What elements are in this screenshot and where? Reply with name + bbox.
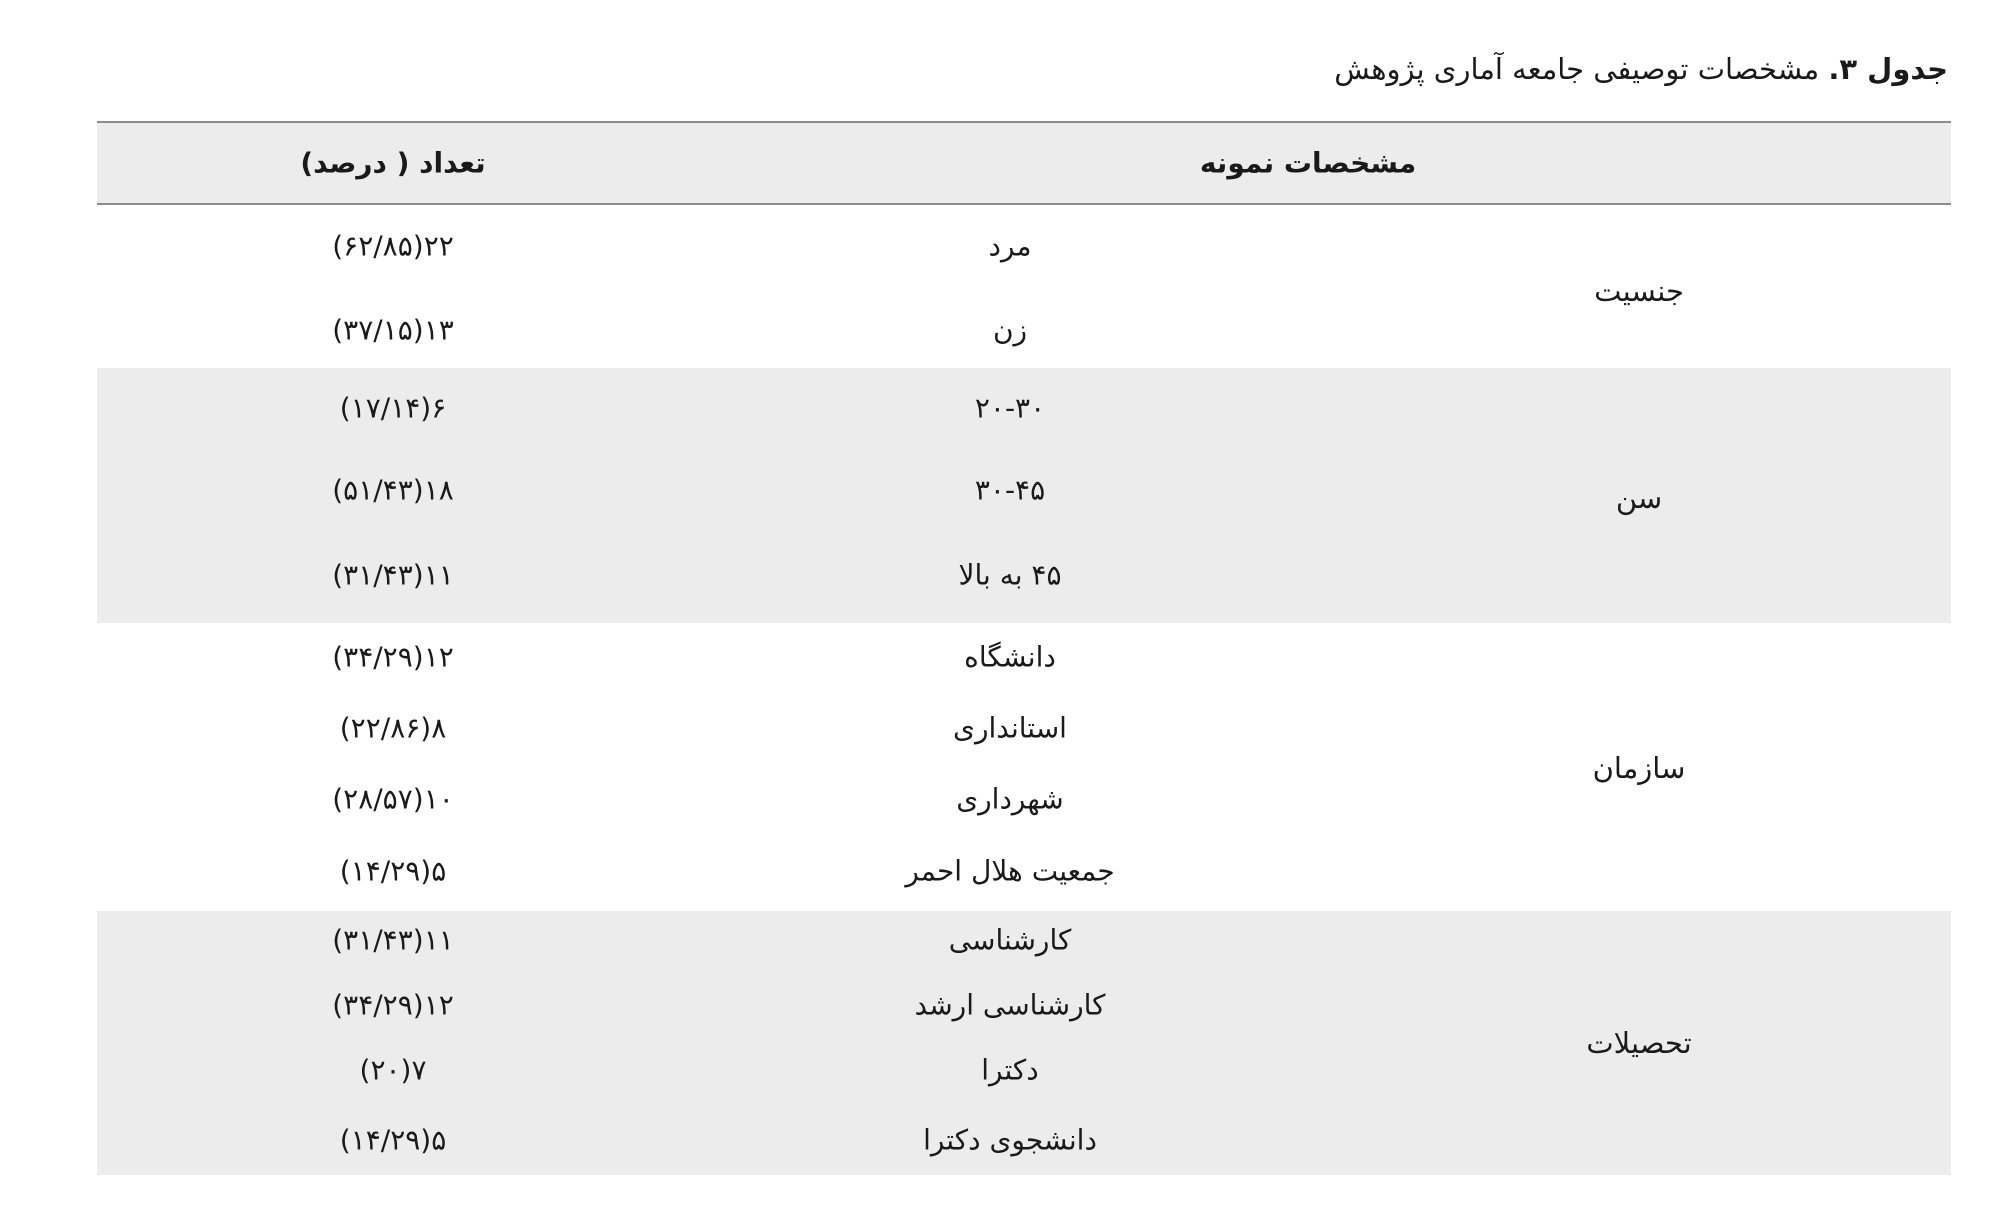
- caption-label: جدول ۳.: [1828, 52, 1948, 86]
- row-label: ۴۵ به بالا: [958, 558, 1062, 592]
- row-label: ۳۰-۴۵: [974, 473, 1046, 507]
- table-header-row: [97, 121, 1951, 205]
- category-cell: تحصیلات: [1586, 1026, 1692, 1060]
- group-organization: [97, 623, 1951, 911]
- row-label: شهرداری: [956, 782, 1064, 816]
- header-characteristics: مشخصات نمونه: [1199, 146, 1417, 180]
- row-label: کارشناسی: [948, 923, 1072, 957]
- descriptive-table: [97, 121, 1951, 1175]
- row-value: ۱۳(۳۷/۱۵): [332, 313, 454, 347]
- row-label: مرد: [988, 229, 1032, 263]
- row-value: ۵(۱۴/۲۹): [339, 854, 447, 888]
- group-gender: [97, 205, 1951, 368]
- group-age: [97, 368, 1951, 623]
- header-count: تعداد ( درصد): [300, 146, 486, 180]
- row-value: ۷(۲۰): [359, 1053, 427, 1087]
- category-cell: سن: [1615, 481, 1663, 515]
- row-value: ۲۲(۶۲/۸۵): [332, 229, 454, 263]
- row-value: ۱۱(۳۱/۴۳): [332, 558, 454, 592]
- row-value: ۵(۱۴/۲۹): [339, 1123, 447, 1157]
- row-value: ۸(۲۲/۸۶): [339, 711, 447, 745]
- table-caption: [1334, 52, 1948, 86]
- row-value: ۶(۱۷/۱۴): [339, 391, 447, 425]
- row-label: استانداری: [953, 711, 1067, 745]
- row-label: جمعیت هلال احمر: [905, 854, 1115, 888]
- row-value: ۱۱(۳۱/۴۳): [332, 923, 454, 957]
- row-label: دانشجوی دکترا: [923, 1123, 1097, 1157]
- row-value: ۱۲(۳۴/۲۹): [332, 640, 454, 674]
- caption-text: مشخصات توصیفی جامعه آماری پژوهش: [1334, 52, 1829, 86]
- row-label: زن: [992, 313, 1028, 347]
- category-cell: جنسیت: [1594, 274, 1684, 308]
- row-value: ۱۲(۳۴/۲۹): [332, 988, 454, 1022]
- row-label: دکترا: [981, 1053, 1039, 1087]
- row-label: دانشگاه: [964, 640, 1056, 674]
- row-label: ۲۰-۳۰: [974, 391, 1046, 425]
- category-cell: سازمان: [1592, 751, 1686, 785]
- row-value: ۱۸(۵۱/۴۳): [332, 473, 454, 507]
- group-education: [97, 911, 1951, 1175]
- row-value: ۱۰(۲۸/۵۷): [332, 782, 454, 816]
- row-label: کارشناسی ارشد: [914, 988, 1106, 1022]
